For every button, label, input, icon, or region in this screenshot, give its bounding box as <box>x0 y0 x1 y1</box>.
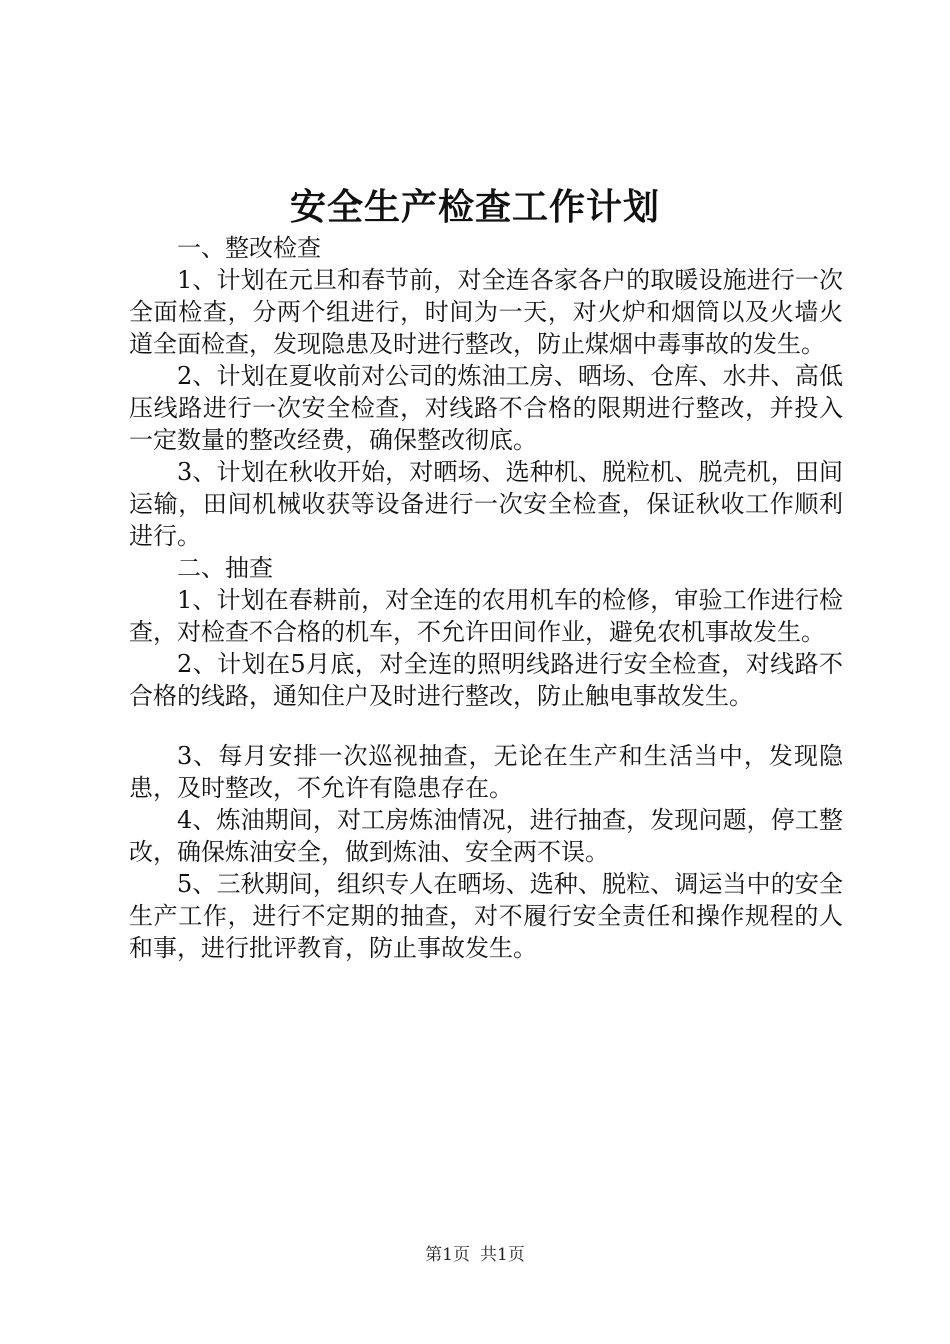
paragraph-spot-check-5: 5、三秋期间，组织专人在晒场、选种、脱粒、调运当中的安全生产工作，进行不定期的抽查，对不履行安全责任和操作规程的人和事，进行批评教育，防止事故发生。 <box>129 870 843 962</box>
paragraph-rectification-2: 2、计划在夏收前对公司的炼油工房、晒场、仓库、水井、高低压线路进行一次安全检查，对线路不合格的限期进行整改，并投入一定数量的整改经费，确保整改彻底。 <box>129 362 843 454</box>
page-number: 第1页 <box>425 1245 470 1265</box>
paragraph-rectification-1: 1、计划在元旦和春节前，对全连各家各户的取暖设施进行一次全面检查，分两个组进行，时间为一天，对火炉和烟筒以及火墙火道全面检查，发现隐患及时进行整改，防止煤烟中毒事故的发生。 <box>129 266 843 358</box>
section-heading-spot-check: 二、抽查 <box>177 554 273 582</box>
paragraph-spot-check-3: 3、每月安排一次巡视抽查，无论在生产和生活当中，发现隐患，及时整改，不允许有隐患存在。 <box>129 742 843 802</box>
page-total: 共1页 <box>480 1245 525 1265</box>
document-title: 安全生产检查工作计划 <box>289 187 660 228</box>
page-footer <box>0 1243 950 1267</box>
paragraph-rectification-3: 3、计划在秋收开始，对晒场、选种机、脱粒机、脱壳机，田间运输，田间机械收获等设备进行一次安全检查，保证秋收工作顺利进行。 <box>129 458 843 550</box>
section-heading-rectification: 一、整改检查 <box>177 234 321 262</box>
document-body <box>129 232 843 964</box>
paragraph-spot-check-2: 2、计划在5月底，对全连的照明线路进行安全检查，对线路不合格的线路，通知住户及时进行整改，防止触电事故发生。 <box>129 650 843 710</box>
paragraph-spot-check-4: 4、炼油期间，对工房炼油情况，进行抽查，发现问题，停工整改，确保炼油安全，做到炼油、安全两不误。 <box>129 806 843 866</box>
paragraph-spot-check-1: 1、计划在春耕前，对全连的农用机车的检修，审验工作进行检查，对检查不合格的机车，不允许田间作业，避免农机事故发生。 <box>129 586 843 646</box>
